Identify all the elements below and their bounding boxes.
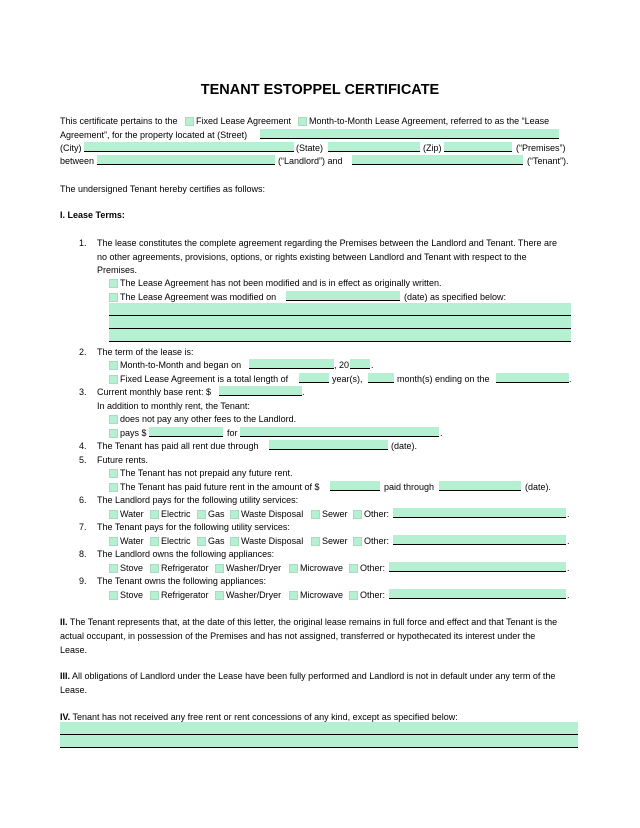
landlord-name-field[interactable] xyxy=(97,155,275,165)
tenant-microwave-checkbox[interactable] xyxy=(289,591,298,600)
item3-text: In addition to monthly rent, the Tenant: xyxy=(97,401,250,411)
item-number: 1. xyxy=(79,238,87,248)
section3-line1: III. All obligations of Landlord under the Lease have been fully performed and Landlord is not in default under any term of the xyxy=(60,671,556,681)
fridge-label: Refrigerator xyxy=(161,563,209,573)
fee-purpose-field[interactable] xyxy=(240,427,439,437)
tenant-name-field[interactable] xyxy=(352,155,523,165)
landlord-label: (“Landlord”) and xyxy=(278,156,343,166)
gas-label: Gas xyxy=(208,536,225,546)
period: . xyxy=(567,509,570,519)
modification-line[interactable] xyxy=(109,329,571,342)
street-field[interactable] xyxy=(260,129,559,139)
item5-text: Future rents. xyxy=(97,455,149,465)
landlord-waste-checkbox[interactable] xyxy=(230,510,239,519)
item-number: 9. xyxy=(79,576,87,586)
landlord-stove-checkbox[interactable] xyxy=(109,564,118,573)
item1-text: Premises. xyxy=(97,265,138,275)
modified-label: The Lease Agreement was modified on xyxy=(120,292,277,302)
waste-label: Waste Disposal xyxy=(241,536,304,546)
intro-street-label: Agreement”, for the property located at (Street) xyxy=(60,130,248,140)
landlord-electric-checkbox[interactable] xyxy=(150,510,159,519)
item4-text: The Tenant has paid all rent due through xyxy=(97,441,259,451)
base-rent-field[interactable] xyxy=(219,386,302,396)
item-number: 2. xyxy=(79,347,87,357)
tenant-appliance-other-checkbox[interactable] xyxy=(349,591,358,600)
landlord-sewer-checkbox[interactable] xyxy=(311,510,320,519)
item1-text: no other agreements, provisions, options, or rights existing between Landlord and Tenant with respect to the xyxy=(97,252,527,262)
landlord-water-checkbox[interactable] xyxy=(109,510,118,519)
tenant-water-checkbox[interactable] xyxy=(109,537,118,546)
section1-heading: I. Lease Terms: xyxy=(60,210,125,220)
fixed-lease-label: Fixed Lease Agreement xyxy=(196,116,292,126)
page-title: TENANT ESTOPPEL CERTIFICATE xyxy=(200,82,440,98)
electric-label: Electric xyxy=(161,536,191,546)
months-label: month(s) ending on the xyxy=(397,374,490,384)
state-label: (State) xyxy=(296,143,324,153)
modified-checkbox[interactable] xyxy=(109,293,118,302)
pays-label: pays $ xyxy=(120,428,147,438)
tenant-sewer-checkbox[interactable] xyxy=(311,537,320,546)
concessions-line[interactable] xyxy=(60,722,578,735)
stove-label: Stove xyxy=(120,563,144,573)
ending-date-field[interactable] xyxy=(496,373,569,383)
years-label: year(s), xyxy=(332,374,363,384)
item-number: 4. xyxy=(79,441,87,451)
other-label: Other: xyxy=(364,536,390,546)
section2-line3: Lease. xyxy=(60,645,88,655)
other-label: Other: xyxy=(360,590,386,600)
section4-line1: IV. Tenant has not received any free rent or rent concessions of any kind, except as specified below: xyxy=(60,712,458,722)
months-field[interactable] xyxy=(368,373,394,383)
tenant-waste-checkbox[interactable] xyxy=(230,537,239,546)
sewer-label: Sewer xyxy=(322,536,348,546)
prepaid-checkbox[interactable] xyxy=(109,483,118,492)
prepaid-amount-field[interactable] xyxy=(330,481,380,491)
prepaid-label: The Tenant has paid future rent in the amount of $ xyxy=(120,482,320,492)
between-label: between xyxy=(60,156,95,166)
period: . xyxy=(302,387,305,397)
landlord-appliance-other-checkbox[interactable] xyxy=(349,564,358,573)
gas-label: Gas xyxy=(208,509,225,519)
city-field[interactable] xyxy=(84,142,294,152)
item-number: 6. xyxy=(79,495,87,505)
no-other-fees-label: does not pay any other fees to the Landlord. xyxy=(120,414,297,424)
tenant-utility-other-field[interactable] xyxy=(393,535,566,545)
no-prepaid-label: The Tenant has not prepaid any future rent. xyxy=(120,468,293,478)
certifies-text: The undersigned Tenant hereby certifies as follows: xyxy=(60,184,265,194)
period: . xyxy=(567,590,570,600)
microwave-label: Microwave xyxy=(300,563,344,573)
item-number: 5. xyxy=(79,455,87,465)
modification-line[interactable] xyxy=(109,303,571,316)
prepaid-through-field[interactable] xyxy=(439,481,521,491)
water-label: Water xyxy=(120,536,144,546)
month-to-month-term-label: Month-to-Month and began on xyxy=(120,360,242,370)
zip-field[interactable] xyxy=(444,142,512,152)
paid-through-field[interactable] xyxy=(269,440,388,450)
item-number: 3. xyxy=(79,387,87,397)
premises-label: (“Premises”) xyxy=(516,143,566,153)
item-number: 7. xyxy=(79,522,87,532)
item6-text: The Landlord pays for the following utility services: xyxy=(97,495,299,505)
landlord-appliance-other-field[interactable] xyxy=(389,562,566,572)
stove-label: Stove xyxy=(120,590,144,600)
section2-line2: actual occupant, in possession of the Premises and has not assigned, transferred or hypothecated its interest under the xyxy=(60,631,536,641)
tenant-label: (“Tenant”). xyxy=(527,156,569,166)
not-modified-label: The Lease Agreement has not been modified and is in effect as originally written. xyxy=(120,278,442,288)
tenant-washer-checkbox[interactable] xyxy=(215,591,224,600)
landlord-gas-checkbox[interactable] xyxy=(197,510,206,519)
month-to-month-checkbox[interactable] xyxy=(298,117,307,126)
period: . xyxy=(567,563,570,573)
fee-amount-field[interactable] xyxy=(149,427,223,437)
washer-label: Washer/Dryer xyxy=(226,563,282,573)
paid-through-label: paid through xyxy=(384,482,435,492)
modification-line[interactable] xyxy=(109,316,571,329)
city-label: (City) xyxy=(60,143,82,153)
period: . xyxy=(567,536,570,546)
section2-line1: II. The Tenant represents that, at the date of this letter, the original lease remains in full force and effect and that Tenant is the xyxy=(60,617,558,627)
waste-label: Waste Disposal xyxy=(241,509,304,519)
fixed-term-label: Fixed Lease Agreement is a total length of xyxy=(120,374,289,384)
years-field[interactable] xyxy=(299,373,329,383)
period: . xyxy=(371,360,374,370)
month-to-month-label: Month-to-Month Lease Agreement, referred to as the “Lease xyxy=(309,116,550,126)
no-prepaid-checkbox[interactable] xyxy=(109,469,118,478)
fridge-label: Refrigerator xyxy=(161,590,209,600)
date-label: (date). xyxy=(525,482,552,492)
sewer-label: Sewer xyxy=(322,509,348,519)
tenant-utility-other-checkbox[interactable] xyxy=(353,537,362,546)
tenant-appliance-other-field[interactable] xyxy=(389,589,566,599)
zip-label: (Zip) xyxy=(423,143,442,153)
landlord-fridge-checkbox[interactable] xyxy=(150,564,159,573)
other-label: Other: xyxy=(364,509,390,519)
landlord-washer-checkbox[interactable] xyxy=(215,564,224,573)
landlord-utility-other-checkbox[interactable] xyxy=(353,510,362,519)
began-date-field[interactable] xyxy=(249,359,334,369)
other-label: Other: xyxy=(360,563,386,573)
washer-label: Washer/Dryer xyxy=(226,590,282,600)
section3-line2: Lease. xyxy=(60,685,88,695)
period: . xyxy=(440,428,443,438)
tenant-gas-checkbox[interactable] xyxy=(197,537,206,546)
pays-fees-checkbox[interactable] xyxy=(109,429,118,438)
modified-date-label: (date) as specified below: xyxy=(404,292,507,302)
state-field[interactable] xyxy=(328,142,420,152)
date-label: (date). xyxy=(391,441,418,451)
item1-text: The lease constitutes the complete agreement regarding the Premises between the Landlord and Tenant. There are xyxy=(97,238,557,248)
no-other-fees-checkbox[interactable] xyxy=(109,415,118,424)
fixed-term-checkbox[interactable] xyxy=(109,375,118,384)
intro-text: This certificate pertains to the xyxy=(60,116,178,126)
landlord-microwave-checkbox[interactable] xyxy=(289,564,298,573)
concessions-line[interactable] xyxy=(60,735,578,748)
tenant-stove-checkbox[interactable] xyxy=(109,591,118,600)
item3-text: Current monthly base rent: $ xyxy=(97,387,212,397)
landlord-utility-other-field[interactable] xyxy=(393,508,566,518)
not-modified-checkbox[interactable] xyxy=(109,279,118,288)
microwave-label: Microwave xyxy=(300,590,344,600)
began-year-field[interactable] xyxy=(350,359,370,369)
item7-text: The Tenant pays for the following utility services: xyxy=(97,522,290,532)
period: . xyxy=(569,374,572,384)
year-prefix: , 20 xyxy=(334,360,350,370)
water-label: Water xyxy=(120,509,144,519)
item8-text: The Landlord owns the following appliances: xyxy=(97,549,275,559)
for-label: for xyxy=(227,428,238,438)
tenant-electric-checkbox[interactable] xyxy=(150,537,159,546)
item2-text: The term of the lease is: xyxy=(97,347,194,357)
month-to-month-term-checkbox[interactable] xyxy=(109,361,118,370)
item-number: 8. xyxy=(79,549,87,559)
electric-label: Electric xyxy=(161,509,191,519)
tenant-fridge-checkbox[interactable] xyxy=(150,591,159,600)
item9-text: The Tenant owns the following appliances: xyxy=(97,576,266,586)
modified-date-field[interactable] xyxy=(286,291,400,301)
fixed-lease-checkbox[interactable] xyxy=(185,117,194,126)
